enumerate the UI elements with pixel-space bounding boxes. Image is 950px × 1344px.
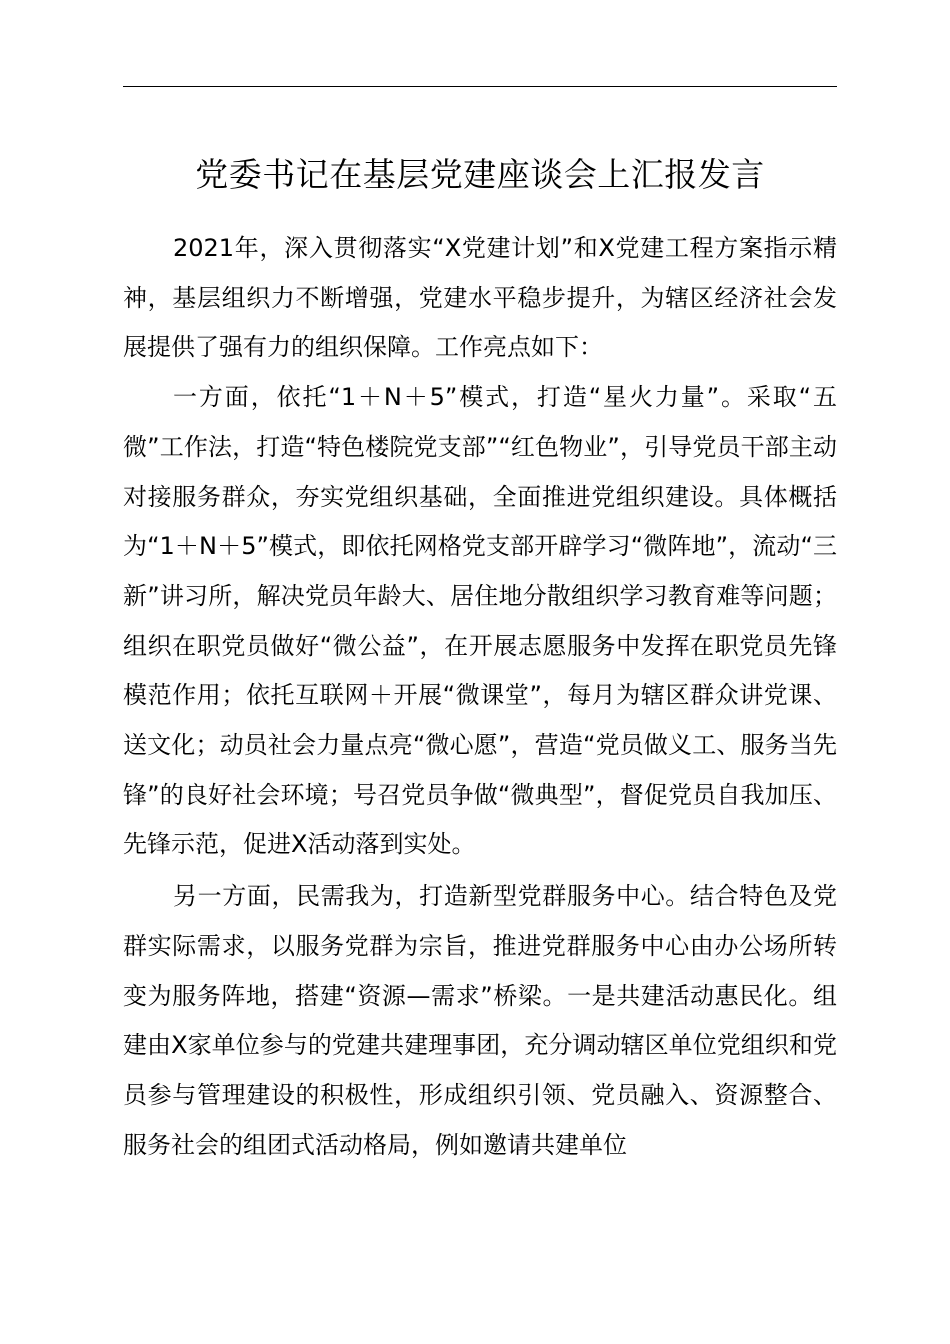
paragraph-first-aspect: 一方面，依托“1＋N＋5”模式，打造“星火力量”。采取“五微”工作法，打造“特色楼院党支部”“红色物业”，引导党员干部主动对接服务群众，夯实党组织基础，全面推进党组织建设。具体概括为“1＋N＋5”模式，即依托网格党支部开辟学习“微阵地”，流动“三新”讲习所，解决党员年龄大、居住地分散组织学习教育难等问题；组织在职党员做好“微公益”，在开展志愿服务中发挥在职党员先锋模范作用；依托互联网＋开展“微课堂”，每月为辖区群众讲党课、送文化；动员社会力量点亮“微心愿”，营造“党员做义工、服务当先锋”的良好社会环境；号召党员争做“微典型”，督促党员自我加压、先锋示范，促进X活动落到实处。 bbox=[123, 383, 837, 859]
paragraph-second-aspect: 另一方面，民需我为，打造新型党群服务中心。结合特色及党群实际需求，以服务党群为宗旨，推进党群服务中心由办公场所转变为服务阵地，搭建“资源—需求”桥梁。一是共建活动惠民化。组建由X家单位参与的党建共建理事团，充分调动辖区单位党组织和党员参与管理建设的积极性，形成组织引领、党员融入、资源整合、服务社会的组团式活动格局，例如邀请共建单位 bbox=[123, 882, 837, 1159]
header-rule bbox=[123, 86, 837, 87]
document-title: 党委书记在基层党建座谈会上汇报发言 bbox=[195, 155, 765, 194]
paragraph-intro: 2021年，深入贯彻落实“X党建计划”和X党建工程方案指示精神，基层组织力不断增强，党建水平稳步提升，为辖区经济社会发展提供了强有力的组织保障。工作亮点如下： bbox=[123, 234, 837, 362]
document-body bbox=[123, 224, 837, 1170]
